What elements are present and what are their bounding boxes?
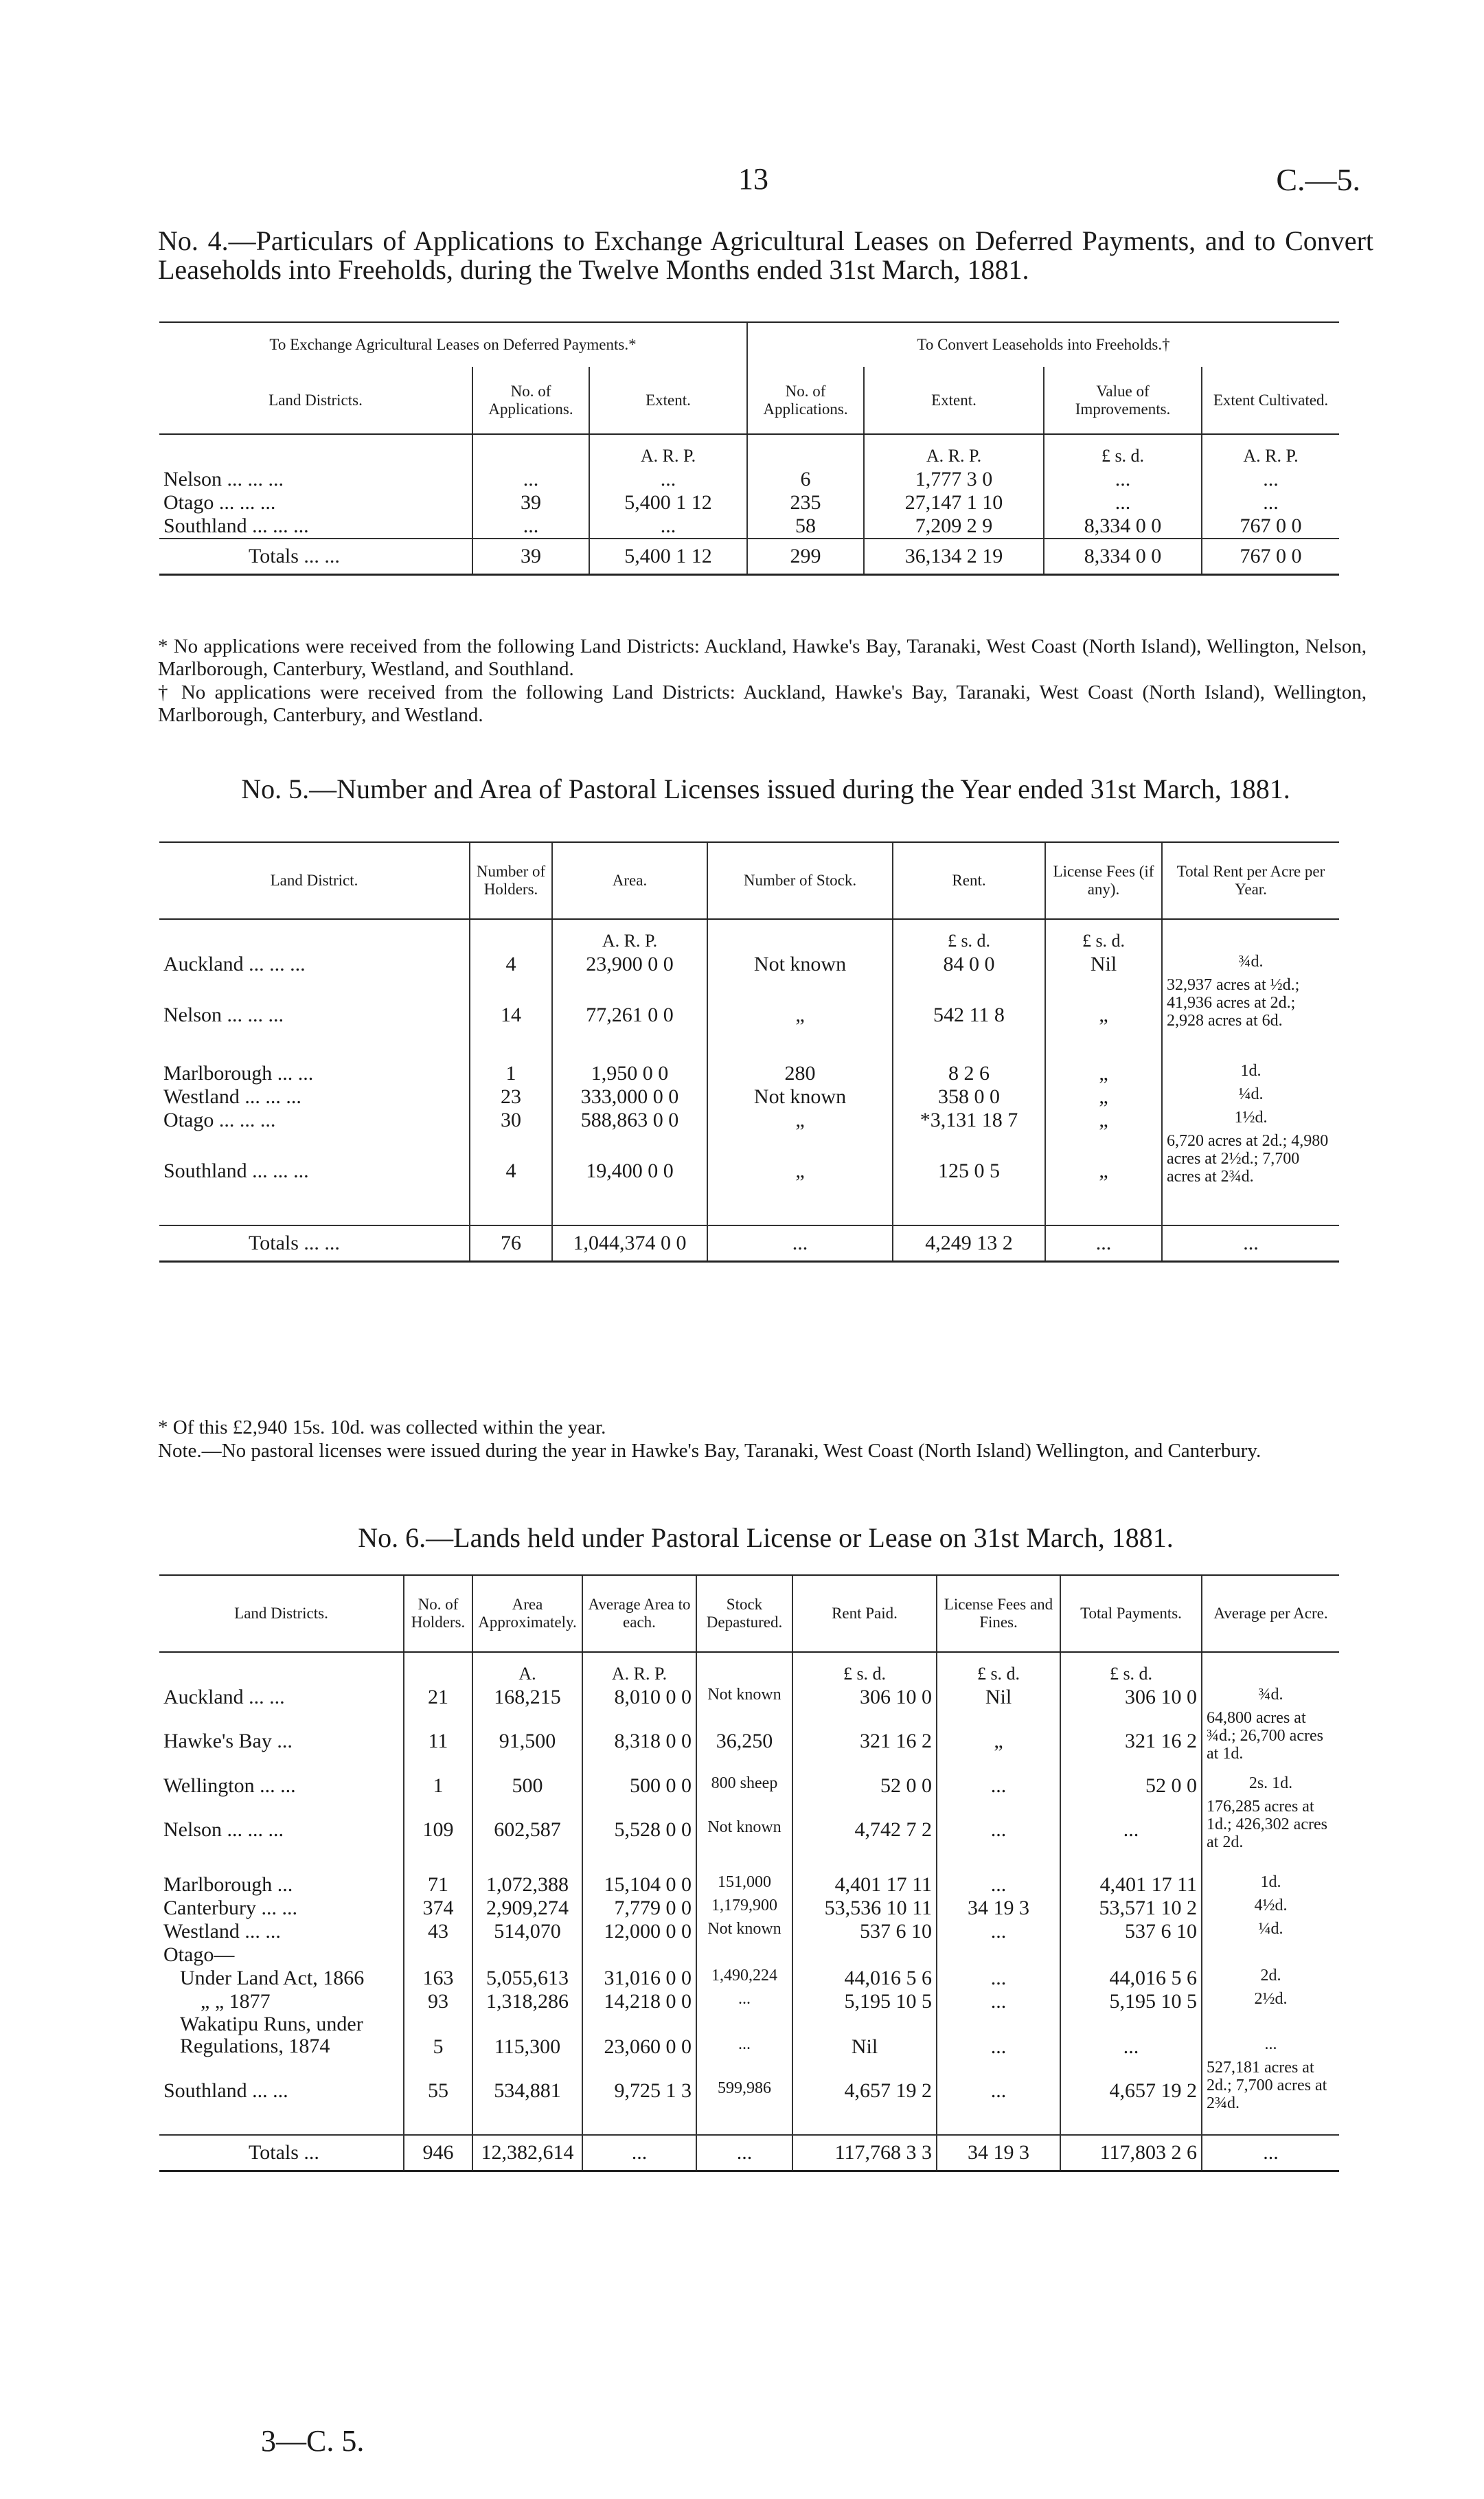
table6-totals-row: Totals ... 946 12,382,614 ... ... 117,768 3 3 34 19 3 117,803 2 6 ... (159, 2135, 1339, 2171)
table5-col-holders: Number of Holders. (470, 842, 552, 919)
table-row: Otago ... ... ... 30 588,863 0 0 „ *3,131 18 7 „ 1½d. (159, 1109, 1339, 1132)
table4-totals-row: Totals ... ... 39 5,400 1 12 299 36,134 2 19 8,334 0 0 767 0 0 (159, 539, 1339, 575)
table-row: Southland ... ... ... ... ... 58 7,209 2 9 8,334 0 0 767 0 0 (159, 514, 1339, 539)
table6-col-average-per-acre: Average per Acre. (1202, 1575, 1339, 1652)
table-row: Wellington ... ... 1 500 500 0 0 800 sheep 52 0 0 ... 52 0 0 2s. 1d. (159, 1774, 1339, 1798)
table-row: Otago ... ... ... 39 5,400 1 12 235 27,147 1 10 ... ... (159, 491, 1339, 514)
table6-col-land-districts: Land Districts. (159, 1575, 404, 1652)
table-row: Nelson ... ... ... 109 602,587 5,528 0 0 Not known 4,742 7 2 ... ... 176,285 acres at 1d.; 426,302 acres at 2d. (159, 1798, 1339, 1873)
table-row: Westland ... ... 43 514,070 12,000 0 0 Not known 537 6 10 ... 537 6 10 ¼d. (159, 1920, 1339, 1943)
table4-note-1: * No applications were received from the following Land Districts: Auckland, Hawke's Bay, Taranaki, West Coast (North Island), Wellington, Nelson, Marlborough, Canterbury, Westland, and Southland. (158, 635, 1367, 680)
table-row: Canterbury ... ... 374 2,909,274 7,779 0 0 1,179,900 53,536 10 11 34 19 3 53,571 10 2 4½d. (159, 1897, 1339, 1920)
table5-col-license-fees: License Fees (if any). (1045, 842, 1162, 919)
table5-totals-row: Totals ... ... 76 1,044,374 0 0 ... 4,249 13 2 ... ... (159, 1225, 1339, 1262)
table6-col-license-fees: License Fees and Fines. (937, 1575, 1060, 1652)
table6-caption: No. 6.—Lands held under Pastoral License or Lease on 31st March, 1881. (358, 1522, 1174, 1553)
table5-col-area: Area. (552, 842, 707, 919)
table-row: Nelson ... ... ... ... ... 6 1,777 3 0 ... ... (159, 468, 1339, 491)
table6-col-total-payments: Total Payments. (1060, 1575, 1202, 1652)
table5-note-1: * Of this £2,940 15s. 10d. was collected within the year. (158, 1416, 606, 1438)
table4-note-2: † No applications were received from the following Land Districts: Auckland, Hawke's Bay, Taranaki, West Coast (North Island), Wellington, Marlborough, Canterbury, and Westland. (158, 681, 1367, 726)
table-row: Otago— (159, 1943, 1339, 1967)
table-row: Auckland ... ... ... 4 23,900 0 0 Not known 84 0 0 Nil ¾d. (159, 953, 1339, 976)
table4-col-land-districts: Land Districts. (159, 367, 472, 434)
table4-group-left: To Exchange Agricultural Leases on Deferred Payments.* (159, 322, 747, 367)
table6-col-area: Area Approximately. (472, 1575, 582, 1652)
table4-group-right: To Convert Leaseholds into Freeholds.† (747, 322, 1339, 367)
table-row: Nelson ... ... ... 14 77,261 0 0 „ 542 11 8 „ 32,937 acres at ½d.; 41,936 acres at 2d.; 2,928 acres at 6d. (159, 976, 1339, 1062)
table6-col-stock: Stock Depastured. (696, 1575, 792, 1652)
table5-caption: No. 5.—Number and Area of Pastoral Licenses issued during the Year ended 31st March, 1881. (241, 773, 1290, 804)
table-row: Southland ... ... 55 534,881 9,725 1 3 599,986 4,657 19 2 ... 4,657 19 2 527,181 acres at 2d.; 7,700 acres at 2¾d. (159, 2059, 1339, 2135)
table4-col-cultivated: Extent Cultivated. (1202, 367, 1339, 434)
table-row: Auckland ... ... 21 168,215 8,010 0 0 Not known 306 10 0 Nil 306 10 0 ¾d. (159, 1686, 1339, 1709)
table5-col-rent-per-acre: Total Rent per Acre per Year. (1162, 842, 1339, 919)
table4-col-extent: Extent. (589, 367, 747, 434)
table4-caption: No. 4.—Particulars of Applications to Exchange Agricultural Leases on Deferred Payments, and to Convert Leaseholds into Freeholds, during the Twelve Months ended 31st March, 1881. (158, 225, 1373, 285)
table6-col-average-area: Average Area to each. (582, 1575, 696, 1652)
table6-col-rent-paid: Rent Paid. (792, 1575, 937, 1652)
table-row: Westland ... ... ... 23 333,000 0 0 Not known 358 0 0 „ ¼d. (159, 1085, 1339, 1109)
footer-signature: 3—C. 5. (261, 2424, 365, 2458)
table4-col-applications: No. of Applications. (472, 367, 589, 434)
table4-col-extent-2: Extent. (864, 367, 1044, 434)
table-row: Wakatipu Runs, under Regulations, 1874 5 115,300 23,060 0 0 ... Nil ... ... ... (159, 2013, 1339, 2059)
table6-units-row: A. A. R. P. £ s. d. £ s. d. £ s. d. (159, 1652, 1339, 1686)
table5-col-stock: Number of Stock. (707, 842, 893, 919)
document-reference: C.—5. (1276, 162, 1360, 197)
table5-col-rent: Rent. (893, 842, 1045, 919)
table4-units-row: A. R. P. A. R. P. £ s. d. A. R. P. (159, 434, 1339, 468)
table5-col-land-district: Land District. (159, 842, 470, 919)
table4 (159, 321, 1339, 576)
table-row: „ „ 1877 93 1,318,286 14,218 0 0 ... 5,195 10 5 ... 5,195 10 5 2½d. (159, 1990, 1339, 2013)
table5-note-2: Note.—No pastoral licenses were issued during the year in Hawke's Bay, Taranaki, West Coast (North Island) Wellington, and Canterbury. (158, 1440, 1262, 1462)
page-number: 13 (738, 162, 768, 196)
table4-col-applications-2: No. of Applications. (747, 367, 864, 434)
table4-col-improvements: Value of Improvements. (1044, 367, 1202, 434)
table-row: Hawke's Bay ... 11 91,500 8,318 0 0 36,250 321 16 2 „ 321 16 2 64,800 acres at ¾d.; 26,700 acres at 1d. (159, 1709, 1339, 1774)
table-row: Under Land Act, 1866 163 5,055,613 31,016 0 0 1,490,224 44,016 5 6 ... 44,016 5 6 2d. (159, 1967, 1339, 1990)
table-row: Marlborough ... ... 1 1,950 0 0 280 8 2 6 „ 1d. (159, 1062, 1339, 1085)
table5-units-row: A. R. P. £ s. d. £ s. d. (159, 919, 1339, 953)
table-row: Marlborough ... 71 1,072,388 15,104 0 0 151,000 4,401 17 11 ... 4,401 17 11 1d. (159, 1873, 1339, 1897)
table-row: Southland ... ... ... 4 19,400 0 0 „ 125 0 5 „ 6,720 acres at 2d.; 4,980 acres at 2½d.; 7,700 acres at 2¾d. (159, 1132, 1339, 1225)
table6-col-holders: No. of Holders. (404, 1575, 472, 1652)
table6 (159, 1574, 1339, 2172)
table5 (159, 841, 1339, 1263)
